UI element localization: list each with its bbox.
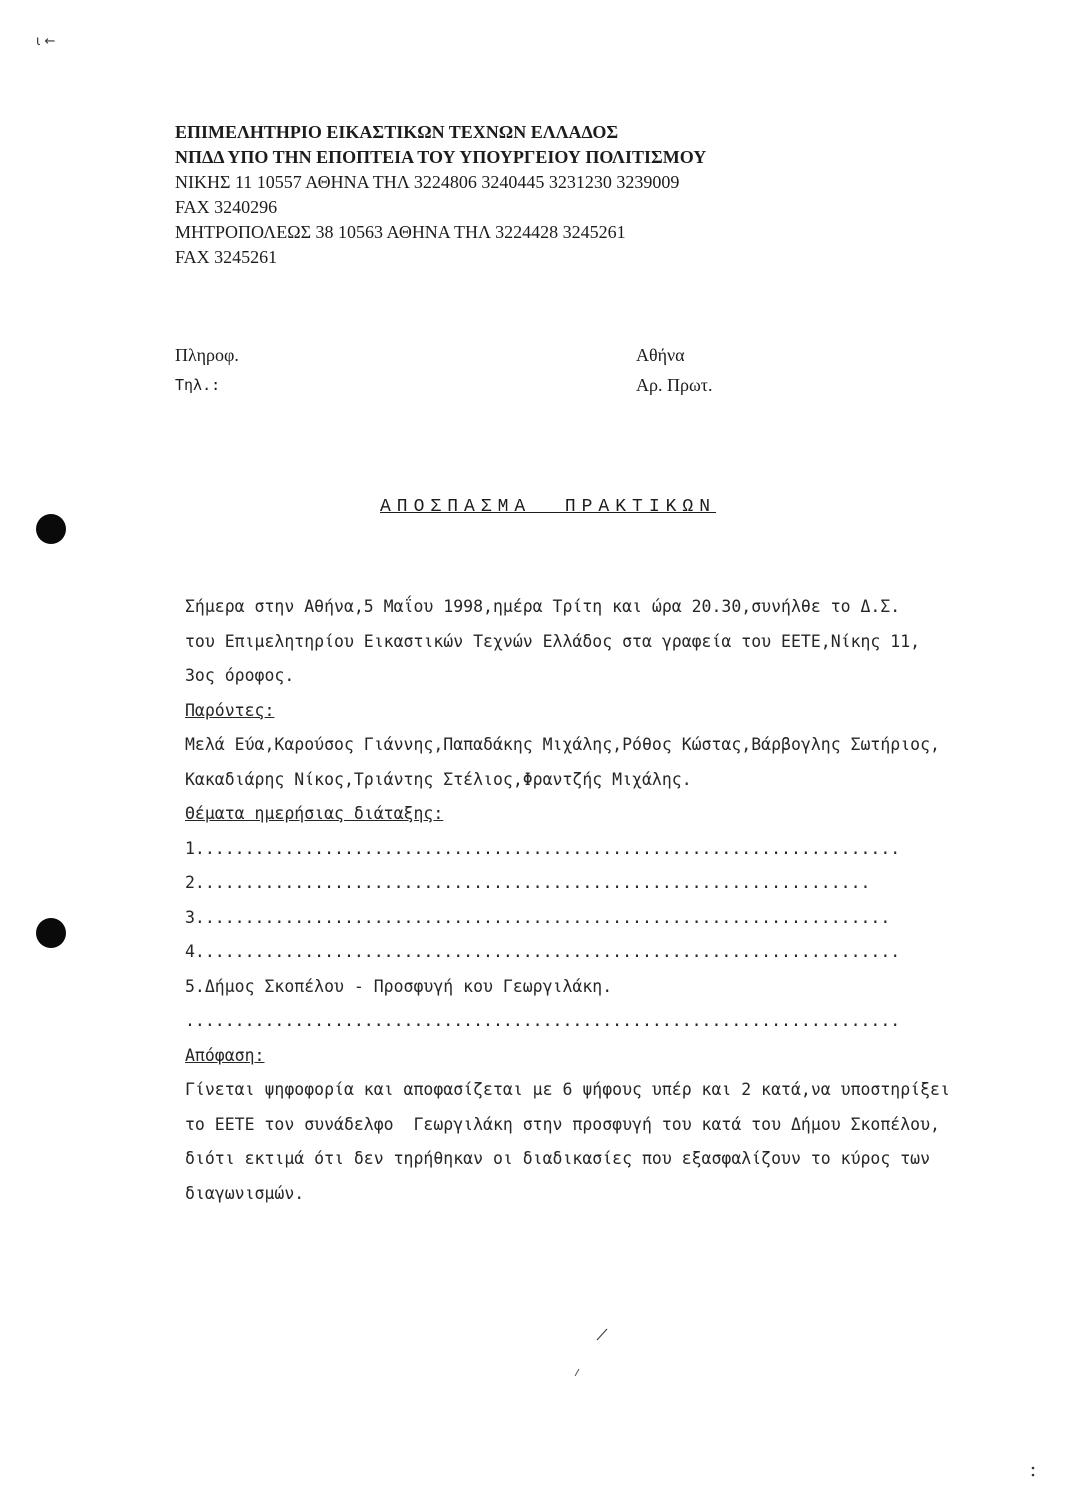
agenda-item-1: 1.......................................................................: [185, 838, 901, 858]
letterhead-address-2: ΜΗΤΡΟΠΟΛΕΩΣ 38 10563 ΑΘΗΝΑ ΤΗΛ 3224428 3245261: [175, 222, 626, 242]
decision-line-4: διαγωνισμών.: [185, 1183, 305, 1203]
present-heading: Παρόντες:: [185, 700, 275, 720]
letterhead-supervision: ΝΠΔΔ ΥΠΟ ΤΗΝ ΕΠΟΠΤΕΙΑ ΤΟΥ ΥΠΟΥΡΓΕΙΟΥ ΠΟΛΙΤΙΣΜΟΥ: [175, 147, 707, 167]
intro-line-2: του Επιμελητηρίου Εικαστικών Τεχνών Ελλάδος στα γραφεία του ΕΕΤΕ,Νίκης 11,: [185, 631, 921, 651]
agenda-item-3: 3......................................................................: [185, 907, 891, 927]
decision-line-2: το ΕΕΤΕ τον συνάδελφο Γεωργιλάκη στην προσφυγή του κατά του Δήμου Σκοπέλου,: [185, 1114, 940, 1134]
punch-hole-upper: [36, 514, 66, 544]
letterhead-fax-2: FAX 3245261: [175, 247, 278, 267]
protocol-label: Αρ. Πρωτ.: [636, 375, 713, 395]
reference-right: [636, 340, 713, 400]
minutes-body: [185, 590, 1025, 1211]
reference-left: [175, 340, 239, 400]
present-line-1: Μελά Εύα,Καρούσος Γιάννης,Παπαδάκης Μιχάλης,Ρόθος Κώστας,Βάρβογλης Σωτήριος,: [185, 735, 940, 754]
document-title: ΑΠΟΣΠΑΣΜΑ ΠΡΑΚΤΙΚΩΝ: [380, 497, 717, 517]
letterhead: [175, 120, 875, 270]
info-label: Πληροφ.: [175, 345, 239, 365]
agenda-item-2: 2....................................................................: [185, 873, 871, 892]
letterhead-fax-1: FAX 3240296: [175, 197, 278, 217]
decision-line-3: διότι εκτιμά ότι δεν τηρήθηκαν οι διαδικασίες που εξασφαλίζουν το κύρος των: [185, 1149, 931, 1168]
decision-heading: Απόφαση:: [185, 1045, 265, 1065]
agenda-heading: Θέματα ημερήσιας διάταξης:: [185, 804, 444, 823]
corner-mark: ι ←: [36, 34, 56, 49]
punch-hole-lower: [36, 918, 66, 948]
agenda-item-5: 5.Δήμος Σκοπέλου - Προσφυγή κου Γεωργιλάκη.: [185, 976, 613, 996]
edge-mark: [1029, 1464, 1037, 1480]
intro-line-3: 3ος όροφος.: [185, 666, 295, 685]
city-label: Αθήνα: [636, 345, 685, 365]
agenda-item-4: 4.......................................................................: [185, 942, 901, 961]
intro-line-1: Σήμερα στην Αθήνα,5 Μαΐου 1998,ημέρα Τρίτη και ώρα 20.30,συνήλθε το Δ.Σ.: [185, 597, 901, 616]
tel-label: Τηλ.:: [175, 376, 221, 394]
letterhead-address-1: ΝΙΚΗΣ 11 10557 ΑΘΗΝΑ ΤΗΛ 3224806 3240445 3231230 3239009: [175, 172, 680, 192]
letterhead-org-name: ΕΠΙΜΕΛΗΤΗΡΙΟ ΕΙΚΑΣΤΙΚΩΝ ΤΕΧΝΩΝ ΕΛΛΑΔΟΣ: [175, 122, 619, 142]
pen-stroke-mark: [595, 1328, 609, 1342]
present-line-2: Κακαδιάρης Νίκος,Τριάντης Στέλιος,Φραντζής Μιχάλης.: [185, 769, 692, 789]
pen-stroke-mark-small: [573, 1368, 581, 1378]
agenda-dots: ........................................................................: [185, 1011, 901, 1030]
decision-line-1: Γίνεται ψηφοφορία και αποφασίζεται με 6 ψήφους υπέρ και 2 κατά,να υποστηρίξει: [185, 1080, 950, 1099]
